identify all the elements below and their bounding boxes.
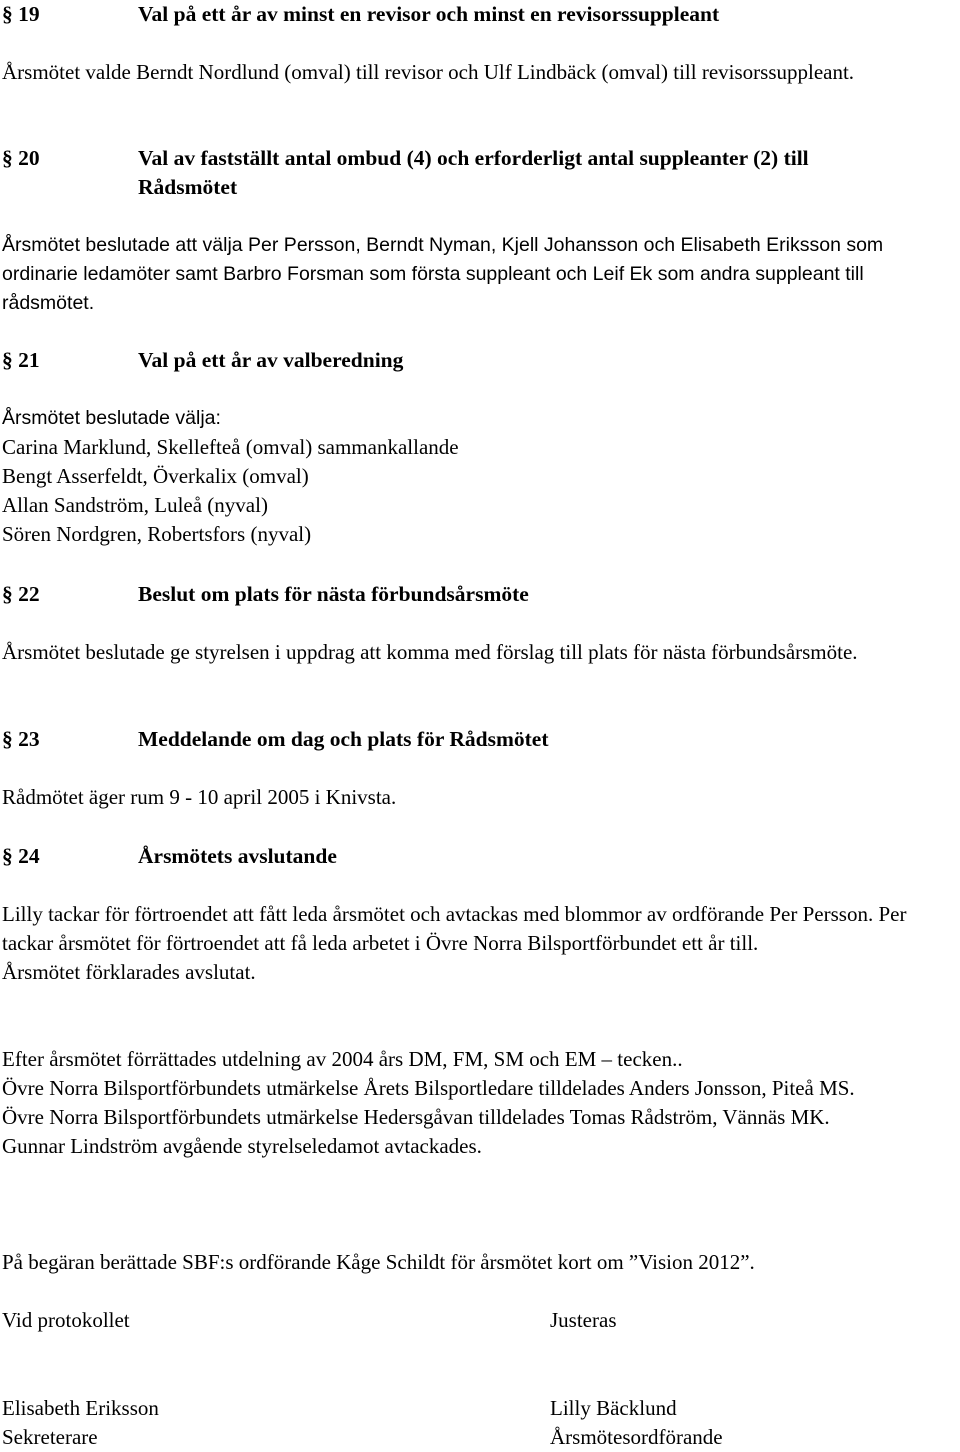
section-20 (2, 144, 958, 318)
body-paragraph: Lilly tackar för förtroendet att fått leda årsmötet och avtackas med blommor av ordförande Per Persson. Per tackar årsmötet för förtroendet att få leda arbetet i Övre Norra Bilsportförbundet ett år till. (2, 902, 907, 955)
section-23 (2, 725, 958, 812)
section-title: Meddelande om dag och plats för Rådsmötet (138, 727, 549, 751)
signature-right (550, 1394, 723, 1452)
section-number: § 22 (2, 582, 40, 606)
body-line: Allan Sandström, Luleå (nyval) (2, 493, 268, 517)
note-line: Efter årsmötet förrättades utdelning av 2004 års DM, FM, SM och EM – tecken.. (2, 1047, 683, 1071)
section-title: Beslut om plats för nästa förbundsårsmöte (138, 582, 529, 606)
section-title: Val på ett år av valberedning (138, 348, 404, 372)
signature-left (2, 1394, 159, 1452)
section-heading (2, 346, 958, 375)
signature-right-label: Justeras (550, 1308, 617, 1332)
body-line: Sören Nordgren, Robertsfors (nyval) (2, 522, 312, 546)
section-title: Val på ett år av minst en revisor och minst en revisorssuppleant (138, 2, 720, 26)
section-number: § 20 (2, 146, 40, 170)
body-line: Årsmötet beslutade välja: (2, 407, 221, 429)
section-21 (2, 346, 958, 549)
signature-role: Sekreterare (2, 1425, 98, 1449)
section-19 (2, 0, 958, 87)
section-body: Årsmötet valde Berndt Nordlund (omval) till revisor och Ulf Lindbäck (omval) till revisorssuppleant. (2, 60, 855, 84)
body-line: Carina Marklund, Skellefteå (omval) sammankallande (2, 435, 459, 459)
section-heading (2, 725, 958, 754)
note-line: Gunnar Lindström avgående styrelseledamot avtackades. (2, 1134, 482, 1158)
section-body (2, 900, 958, 987)
section-heading (2, 580, 958, 609)
section-number: § 21 (2, 348, 40, 372)
section-24 (2, 842, 958, 987)
section-body: Rådmötet äger rum 9 - 10 april 2005 i Knivsta. (2, 785, 397, 809)
after-meeting-notes (2, 1045, 958, 1161)
body-line: Bengt Asserfeldt, Överkalix (omval) (2, 464, 309, 488)
signature-left-label: Vid protokollet (2, 1308, 130, 1332)
section-title: Årsmötets avslutande (138, 844, 337, 868)
vision-paragraph (2, 1248, 958, 1277)
section-number: § 19 (2, 2, 40, 26)
section-body (2, 404, 958, 549)
section-title-continued: Rådsmötet (138, 175, 238, 199)
section-heading (2, 0, 958, 29)
note-line: Övre Norra Bilsportförbundets utmärkelse Hedersgåvan tilldelades Tomas Rådström, Vännäs MK. (2, 1105, 830, 1129)
vision-text: På begäran berättade SBF:s ordförande Kåge Schildt för årsmötet kort om ”Vision 2012”. (2, 1250, 755, 1274)
section-body: Årsmötet beslutade ge styrelsen i uppdrag att komma med förslag till plats för nästa förbundsårsmöte. (2, 640, 858, 664)
section-22 (2, 580, 958, 667)
section-body: Årsmötet beslutade att välja Per Persson, Berndt Nyman, Kjell Johansson och Elisabeth Eriksson som ordinarie ledamöter samt Barbro Forsman som första suppleant och Leif Ek som andra suppleant till rådsmötet. (2, 234, 884, 314)
section-heading (2, 144, 958, 202)
note-line: Övre Norra Bilsportförbundets utmärkelse Årets Bilsportledare tilldelades Anders Jonsson, Piteå MS. (2, 1076, 855, 1100)
signature-name: Elisabeth Eriksson (2, 1396, 159, 1420)
body-paragraph: Årsmötet förklarades avslutat. (2, 960, 256, 984)
section-heading (2, 842, 958, 871)
signature-name: Lilly Bäcklund (550, 1396, 677, 1420)
section-number: § 24 (2, 844, 40, 868)
signature-role: Årsmötesordförande (550, 1425, 723, 1449)
section-title: Val av fastställt antal ombud (4) och erforderligt antal suppleanter (2) till (138, 146, 809, 170)
section-number: § 23 (2, 727, 40, 751)
